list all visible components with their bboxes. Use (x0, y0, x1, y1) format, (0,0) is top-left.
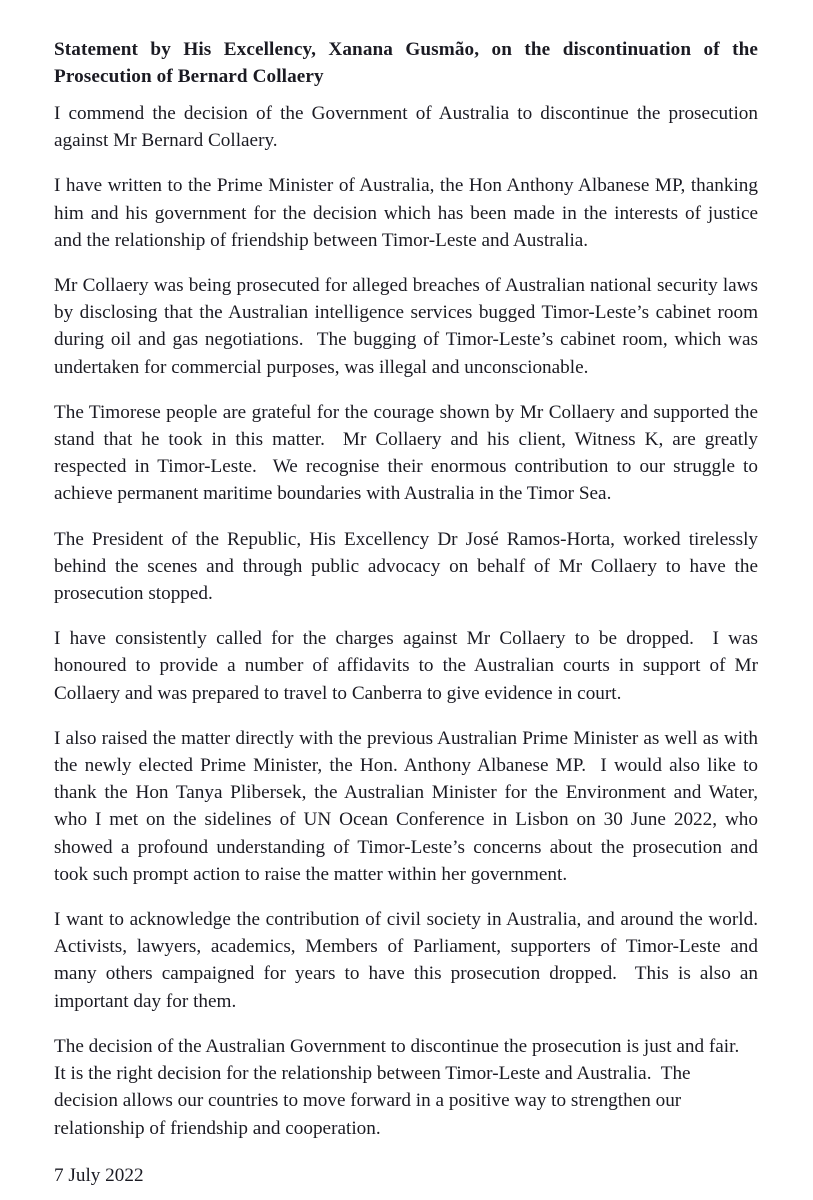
paragraph-3: Mr Collaery was being prosecuted for alleged breaches of Australian national security laws by disclosing that the Australian intelligence services bugged Timor-Leste’s cabinet room during oil and gas negotiations. The bugging of Timor-Leste’s cabinet room, which was undertaken for commercial purposes, was illegal and unconscionable. (54, 275, 763, 378)
paragraph-9: The decision of the Australian Government to discontinue the prosecution is just and fair. It is the right decision for the relationship between Timor-Leste and Australia. The decision allows our countries to move forward in a positive way to strengthen our relationship of friendship and cooperation. (54, 1035, 749, 1139)
paragraph-4: The Timorese people are grateful for the courage shown by Mr Collaery and supported the stand that he took in this matter. Mr Collaery and his client, Witness K, are greatly respected in Timor-Leste. We recognise their enormous contribution to our struggle to achieve permanent maritime boundaries with Australia in the Timor Sea. (54, 401, 763, 505)
document-body (54, 36, 768, 1189)
paragraph-8: I want to acknowledge the contribution of civil society in Australia, and around the world. Activists, lawyers, academics, Members of Parliament, supporters of Timor-Leste and many others campaigned for years to have this prosecution dropped. This is also an important day for them. (54, 909, 768, 1012)
paragraph-7: I also raised the matter directly with the previous Australian Prime Minister as well as with the newly elected Prime Minister, the Hon. Anthony Albanese MP. I would also like to thank the Hon Tanya Plibersek, the Australian Minister for the Environment and Water, who I met on the sidelines of UN Ocean Conference in Lisbon on 30 June 2022, who showed a profound understanding of Timor-Leste’s concerns about the prosecution and took such prompt action to raise the matter within her government. (54, 727, 763, 885)
page-title: Statement by His Excellency, Xanana Gusmão, on the discontinuation of the Prosecution of Bernard Collaery (54, 39, 758, 87)
statement-date: 7 July 2022 (54, 1164, 144, 1186)
paragraph-6: I have consistently called for the charges against Mr Collaery to be dropped. I was honoured to provide a number of affidavits to the Australian courts in support of Mr Collaery and was prepared to travel to Canberra to give evidence in court. (54, 628, 763, 704)
paragraph-5: The President of the Republic, His Excellency Dr José Ramos-Horta, worked tirelessly behind the scenes and through public advocacy on behalf of Mr Collaery to have the prosecution stopped. (54, 528, 763, 605)
paragraph-1: I commend the decision of the Government of Australia to discontinue the prosecution against Mr Bernard Collaery. (54, 103, 763, 152)
paragraph-2: I have written to the Prime Minister of Australia, the Hon Anthony Albanese MP, thanking him and his government for the decision which has been made in the interests of justice and the relationship of friendship between Timor-Leste and Australia. (54, 175, 763, 251)
